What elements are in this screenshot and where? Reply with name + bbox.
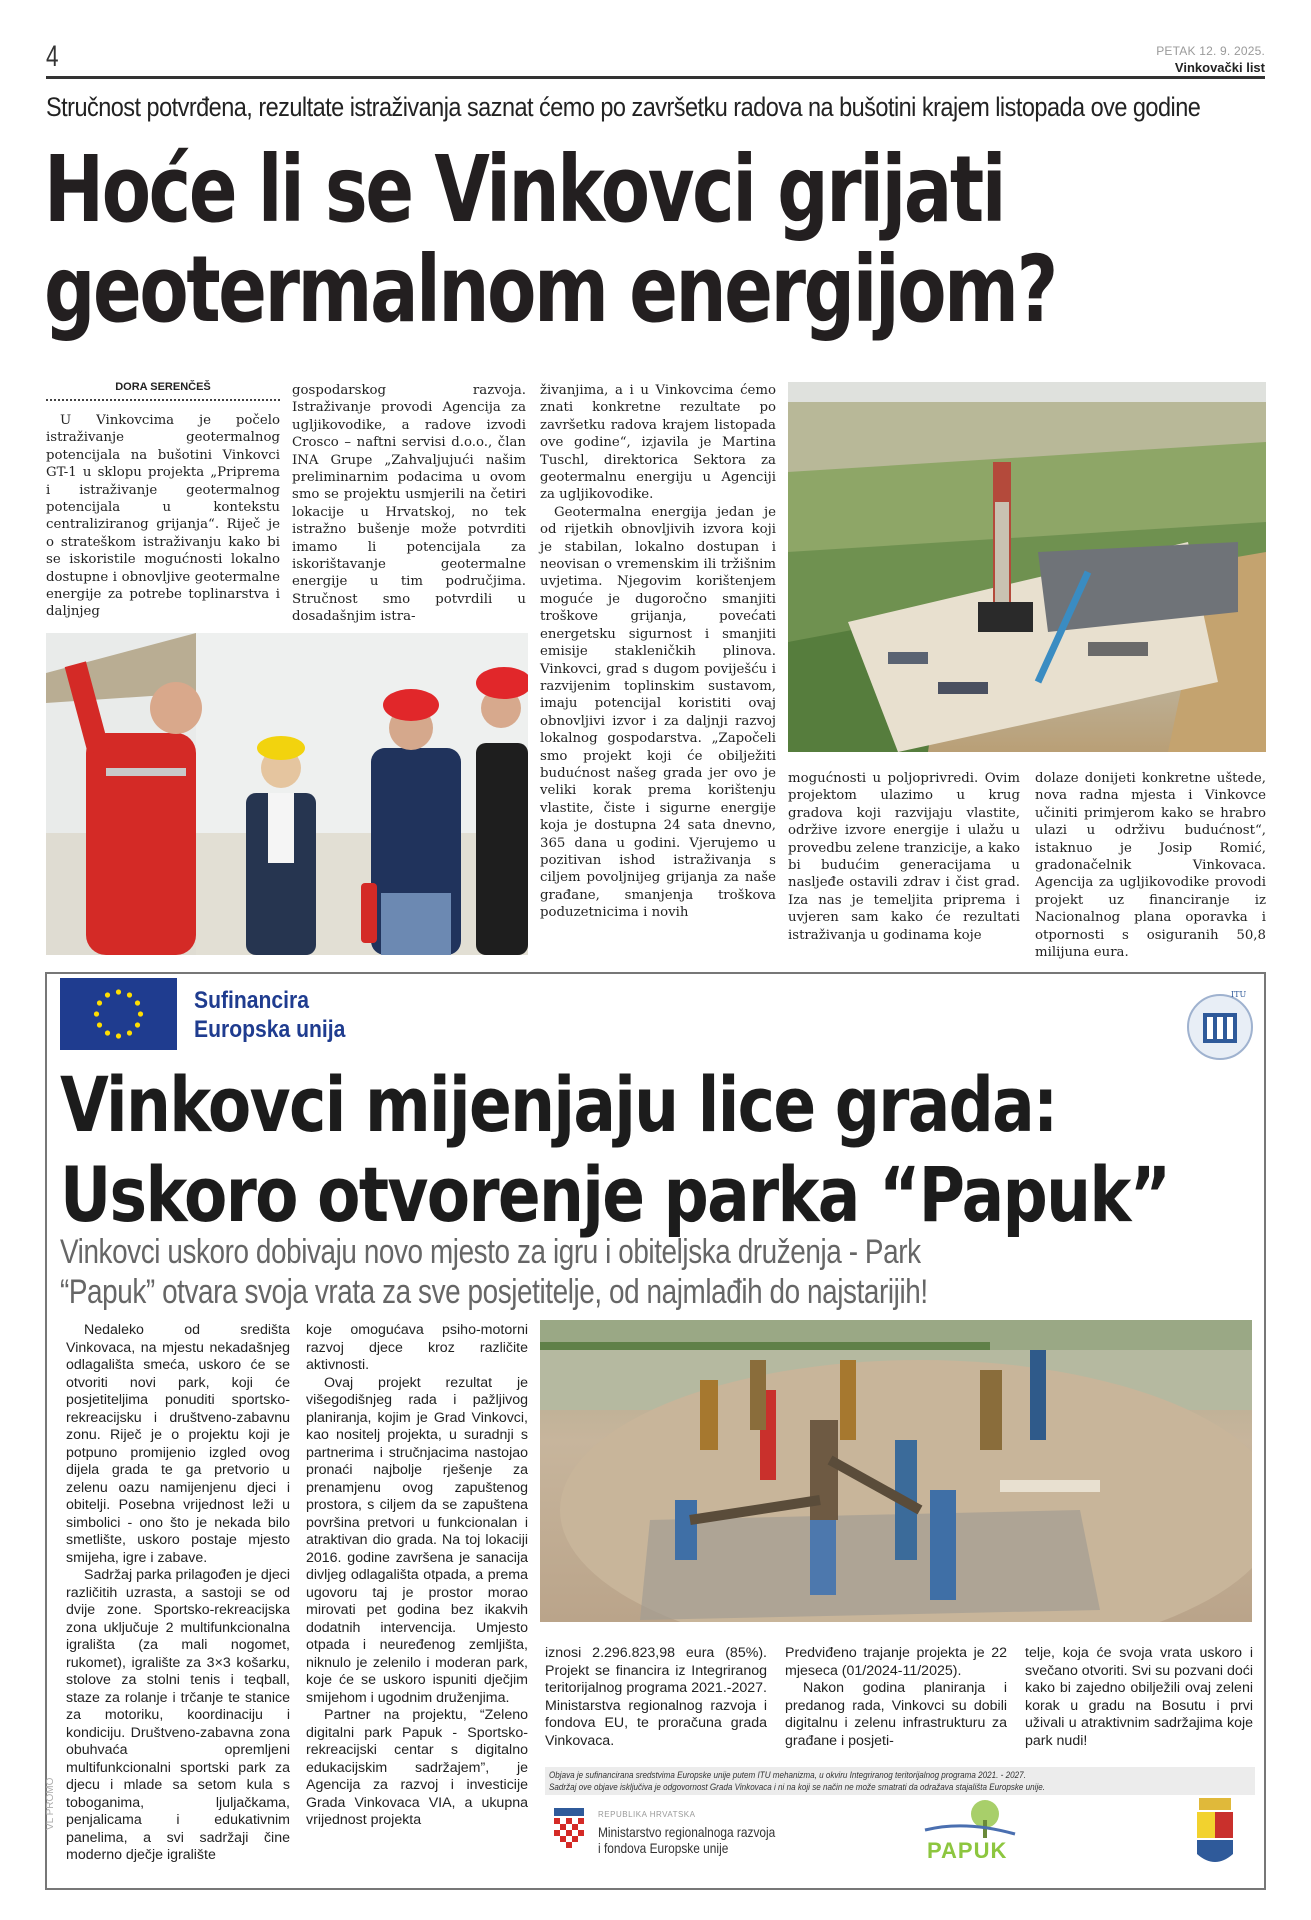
paragraph: Nedaleko od središta Vinkovaca, na mjestu nekadašnjeg odlagališta smeća, uskoro će se otvoriti novi park, koji će posjetiteljima ponuditi sportsko-rekreacijsku i društveno-zabavnu zonu. Riječ je o projektu koji je potpuno promijenio izgled ovog dijela grada te ga pretvorio u zelenu oazu namijenjenu djeci i obitelji. Posebna vrijednost leži u simbolici - ono što je nekada bilo smetlište, uskoro postaje mjesto smijeha, igre i zabave. [66,1322,290,1566]
paragraph: iznosi 2.296.823,98 eura (85%). Projekt se financira iz Integriranog teritorijalnog programa 2021.-2027. Ministarstva regionalnog razvoja i fondova EU, te proračuna grada Vinkovaca. [545,1645,767,1749]
ministry-line1: Ministarstvo regionalnoga razvoja [598,1824,776,1840]
byline: DORA SERENČEŠ [46,381,280,401]
eu-stars-icon [60,978,177,1050]
photo-workers [46,633,528,955]
headline-line: Hoće li se Vinkovci grijati [44,136,1005,243]
paragraph: Geotermalna energija jedan je od rijetkih obnovljivih izvora koji je stabilan, lokalno dostupan i neovisan o vremenskim ili tržišnim uvjetima. Njegovim korištenjem moguće je dugoročno smanjiti troškove grijanja, povećati energetsku sigurnost i smanjiti emisije stakleničkih plinova. Vinkovci, grad s dugom poviješću i razvijenim toplinskim sustavom, imaju potencijal koristiti ovaj obnovljivi izvor i za daljnji razvoj lokalnog gospodarstva. „Započeli smo projekt koji će obilježiti budućnost našeg grada jer ovo je veliki korak prema korištenju vlastite, čiste i sigurne energije koja je dostupna 24 sata dnevno, 365 dana u godini. Vjerujemo u pozitivan ishod istraživanja s ciljem povoljnijeg grijanja za naše građane, smanjenja troškova poduzetnicima i novih [540,504,776,921]
photo-park [540,1320,1252,1622]
article2-column-3 [545,1645,767,1750]
article1-column-2 [292,382,526,626]
paragraph: U Vinkovcima je počelo istraživanje geotermalnog potencijala na bušotini Vinkovci GT-1 u sklopu projekta „Priprema i istraživanje geotermalnog potencijala u kontekstu centraliziranog grijanja“. Riječ je o strateškom istraživanju kako bi se iskoristile mogućnosti lokalno dostupne i obnovljive geotermalne energije za potrebe toplinarstva i daljnjeg [46,413,280,620]
article2-subtitle [60,1232,1270,1312]
article2-column-1 [66,1322,290,1865]
headline-line: Uskoro otvorenje parka “Papuk” [60,1150,1170,1239]
eu-banner-line1: Sufinancira [194,987,310,1014]
papuk-logo-text: PAPUK [927,1838,1008,1863]
paragraph: dolaze donijeti konkretne uštede, nova radna mjesta i Vinkovce učiniti primjerom kako se hrabro ulazi u održivu budućnost“, istaknuo je Josip Romić, gradonačelnik Vinkovaca. Agencija za ugljikovodike provodi projekt uz financiranje iz Nacionalnog plana oporavka i otpornosti s osiguranih 50,8 milijuna eura. [1035,771,1266,961]
papuk-logo [915,1800,1025,1870]
paragraph: živanjima, a i u Vinkovcima ćemo znati konkretne rezultate po završetku radova krajem listopada ove godine“, izjavila je Martina Tuschl, direktorica Sektora za geotermalnu energiju u Agenciji za ugljikovodike. [540,383,776,503]
issue-date: PETAK 12. 9. 2025. [1156,44,1265,58]
ministry-line2: i fondova Europske unije [598,1840,729,1856]
header-rule [46,76,1265,79]
park-photo-illustration [540,1320,1252,1622]
paragraph: Sadržaj parka prilagođen je djeci različitih uzrasta, a sastoji se od dvije zone. Sportsko-rekreacijska zona uključuje 2 multifunkcionalna igrališta (za mali nogomet, rukomet), igralište za 3×3 košarku, stolove za stolni tenis i teqball, staze za rolanje i trčanje te stanice za motoriku, koordinaciju i kondiciju. Društveno-zabavna zona obuhvaća opremljeni multifunkcionalni sportski park za djecu i mlade sa setom kula s toboganima, ljuljačkama, penjalicama i edukativnim panelima, a svi sadržaji čine moderno dječje igralište [66,1567,290,1863]
rig-photo-illustration [788,382,1266,752]
headline-line: geotermalnom energijom? [44,236,1056,343]
disclaimer-line: Sadržaj ove objave isključiva je odgovornost Grada Vinkovaca i ni na koji se način ne može smatrati da odražava stajališta Europske unije. [549,1782,1046,1792]
article1-column-3 [540,382,776,922]
publication-name: Vinkovački list [1174,60,1265,75]
city-crest-icon [1193,1798,1237,1868]
masthead [1156,44,1265,75]
vinkovci-coat-of-arms-icon [1193,1798,1237,1868]
paragraph: Partner na projektu, “Zeleno digitalni park Papuk - Sportsko-rekreacijski centar s digitalno edukacijskim sadržajem”, je Agencija za razvoj i investicije Grada Vinkovaca VIA, a ukupna vrijednost projekta [306,1707,528,1828]
croatian-coat-of-arms-icon [554,1808,584,1852]
ministry-logo [548,1804,808,1868]
itu-logo-label: ITU [1231,990,1247,999]
subtitle-line: “Papuk” otvara svoja vrata za sve posjetitelje, od najmlađih do najstarijih! [60,1273,928,1311]
ministry-name [598,1824,775,1856]
article1-headline [44,136,1274,343]
article1-column-1 [46,412,280,621]
paragraph: gospodarskog razvoja. Istraživanje provodi Agencija za ugljikovodike, a radove izvodi Crosco – naftni servisi d.o.o., član INA Grupe „Zahvaljujući našim preliminarnim podacima u ovom smo se projektu usmjerili na četiri lokacije u Hrvatskoj, no tek istražno bušenje može potvrditi imamo li potencijala za iskorištavanje geotermalne energije u tim područjima. Stručnost smo potvrdili u dosadašnjim istra- [292,383,526,625]
article1-column-5 [1035,770,1266,961]
disclaimer-line: Objava je sufinancirana sredstvima Europske unije putem ITU mehanizma, u okviru Integriranog teritorijalnog programa 2021. - 2027. [549,1770,1026,1780]
paragraph: Nakon godina planiranja i predanog rada, Vinkovci su dobili digitalnu i zelenu infrastrukturu za građane i posjeti- [785,1680,1007,1749]
paragraph: mogućnosti u poljoprivredi. Ovim projektom ulazimo u krug gradova koji razvijaju vlastite, održive izvore energije i ulažu u provedbu zelene tranzicije, a kako bi budućim generacijama u nasljeđe ostavili zdrav i čist grad. Iza nas je temeljita priprema i uvjeren sam kako će rezultati istraživanja u godinama koje [788,771,1020,943]
ministry-country: REPUBLIKA HRVATSKA [598,1810,696,1819]
paragraph: Ovaj projekt rezultat je višegodišnjeg rada i pažljivog planiranja, kojim je Grad Vinkovci, kao nositelj projekta, u suradnji s partnerima i stručnjacima nastojao pronaći najbolje rješenje za prenamjenu ovog zapuštenog prostora, s ciljem da se zapuštena površina pretvori u funkcionalan i atraktivan dio grada. Na toj lokaciji 2016. godine završena je sanacija divljeg odlagališta otpada, a prema ugovoru taj je prostor morao mirovati pet godina bez ikakvih dodatnih intervencija. Umjesto otpada i neuređenog zemljišta, niknulo je zelenilo i moderan park, koje će se uskoro ispuniti dječjim smijehom i ugodnim druženjima. [306,1374,528,1706]
itu-logo-icon [1185,985,1255,1063]
page-number: 4 [46,40,59,73]
paragraph: koje omogućava psiho-motorni razvoj djece kroz različite aktivnosti. [306,1322,528,1373]
eu-cofunded-banner [60,978,388,1050]
article2-column-4 [785,1645,1007,1750]
paragraph: telje, koja će svoja vrata uskoro i svečano otvoriti. Svi su pozvani doći kako bi zajedno obilježili ovaj zeleni korak u gradu na Bosutu i prvi uživali u atraktivnim sadržajima koje park nudi! [1025,1645,1253,1749]
subtitle-line: Vinkovci uskoro dobivaju novo mjesto za igru i obiteljska druženja - Park [60,1233,921,1271]
article1-column-4 [788,770,1020,944]
eu-disclaimer [545,1767,1255,1795]
eu-banner-line2: Europska unija [194,1016,346,1043]
article2-headline [60,1060,1270,1240]
workers-photo-illustration [46,633,528,955]
article2-column-5 [1025,1645,1253,1750]
photo-drilling-rig [788,382,1266,752]
headline-line: Vinkovci mijenjaju lice grada: [60,1060,1057,1149]
papuk-tree-icon [915,1800,1025,1840]
eu-banner-text [194,986,345,1044]
promo-label: VL PROMO [45,1777,56,1830]
itu-emblem-icon [1185,985,1255,1063]
article1-kicker: Stručnost potvrđena, rezultate istraživanja saznat ćemo po završetku radova na bušotini krajem listopada ove godine [46,92,1201,122]
article2-column-2 [306,1322,528,1830]
eu-flag-icon [60,978,177,1050]
paragraph: Predviđeno trajanje projekta je 22 mjeseca (01/2024-11/2025). [785,1645,1007,1679]
